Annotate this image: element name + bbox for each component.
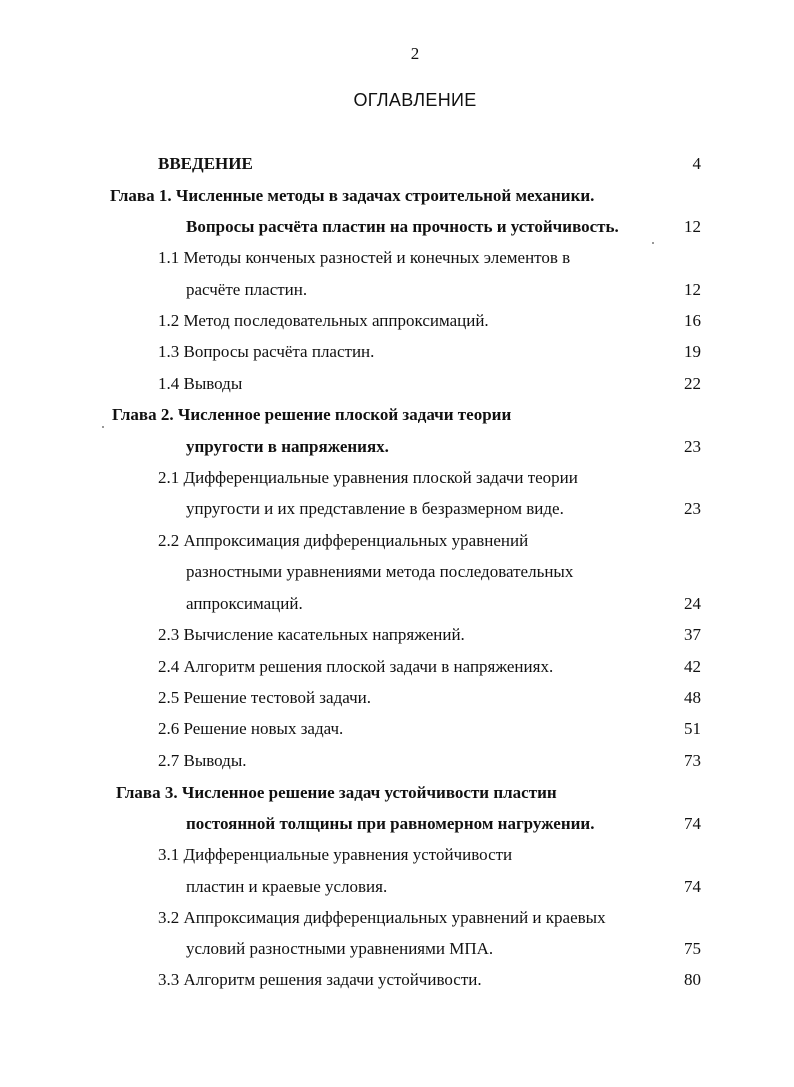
toc-intro-label: ВВЕДЕНИЕ [158,154,253,173]
toc-section-2-2-page: 24 [684,594,701,613]
toc-section-3-2-cont: условий разностными уравнениями МПА. [186,939,494,958]
toc-section-2-1-cont: упругости и их представление в безразмерном виде. [186,499,564,518]
toc-section-2-7: 2.7 Выводы. [158,751,247,770]
toc-chapter3-title: Глава 3. Численное решение задач устойчивости пластин [116,783,557,802]
scan-speck [102,426,104,428]
toc-chapter1-title-cont: Вопросы расчёта пластин на прочность и устойчивость. [186,217,619,236]
toc-section-3-3: 3.3 Алгоритм решения задачи устойчивости. [158,970,482,989]
toc-section-3-1: 3.1 Дифференциальные уравнения устойчивости [158,845,513,864]
toc-section-1-4: 1.4 Выводы [158,374,243,393]
toc-section-1-1: 1.1 Методы конченых разностей и конечных элементов в [158,248,571,267]
toc-section-3-1-cont: пластин и краевые условия. [186,877,388,896]
toc-chapter1-page: 12 [684,217,701,236]
toc-section-2-6: 2.6 Решение новых задач. [158,719,344,738]
toc-section-2-2: 2.2 Аппроксимация дифференциальных уравнений [158,531,529,550]
toc-chapter2-title-cont: упругости в напряжениях. [186,437,389,456]
toc-chapter1-title: Глава 1. Численные методы в задачах строительной механики. [110,186,595,205]
toc-section-2-3-page: 37 [684,625,701,644]
toc-section-1-2: 1.2 Метод последовательных аппроксимаций. [158,311,489,330]
toc-chapter2-title: Глава 2. Численное решение плоской задачи теории [112,405,512,424]
toc-section-1-3: 1.3 Вопросы расчёта пластин. [158,342,375,361]
toc-section-3-2-page: 75 [684,939,701,958]
toc-section-3-2: 3.2 Аппроксимация дифференциальных уравнений и краевых [158,908,606,927]
toc-section-2-3: 2.3 Вычисление касательных напряжений. [158,625,465,644]
toc-section-2-2-cont2: аппроксимаций. [186,594,303,613]
toc-section-2-5: 2.5 Решение тестовой задачи. [158,688,371,707]
toc-section-2-6-page: 51 [684,719,701,738]
toc-section-2-5-page: 48 [684,688,701,707]
toc-section-3-1-page: 74 [684,877,701,896]
toc-chapter2-page: 23 [684,437,701,456]
toc-section-1-2-page: 16 [684,311,701,330]
toc-section-3-3-page: 80 [684,970,701,989]
toc-section-1-1-cont: расчёте пластин. [186,280,308,299]
toc-section-1-1-page: 12 [684,280,701,299]
toc-section-1-3-page: 19 [684,342,701,361]
toc-section-2-2-cont: разностными уравнениями метода последовательных [186,562,574,581]
toc-chapter3-page: 74 [684,814,701,833]
toc-intro-page: 4 [692,154,701,173]
toc-chapter3-title-cont: постоянной толщины при равномерном нагружении. [186,814,595,833]
toc-section-2-7-page: 73 [684,751,701,770]
scan-speck [652,242,654,244]
toc-section-2-1: 2.1 Дифференциальные уравнения плоской задачи теории [158,468,578,487]
page-number: 2 [410,44,420,63]
toc-section-2-4-page: 42 [684,657,701,676]
toc-section-1-4-page: 22 [684,374,701,393]
page-title: ОГЛАВЛЕНИЕ [353,90,477,110]
toc-section-2-1-page: 23 [684,499,701,518]
toc-section-2-4: 2.4 Алгоритм решения плоской задачи в напряжениях. [158,657,554,676]
